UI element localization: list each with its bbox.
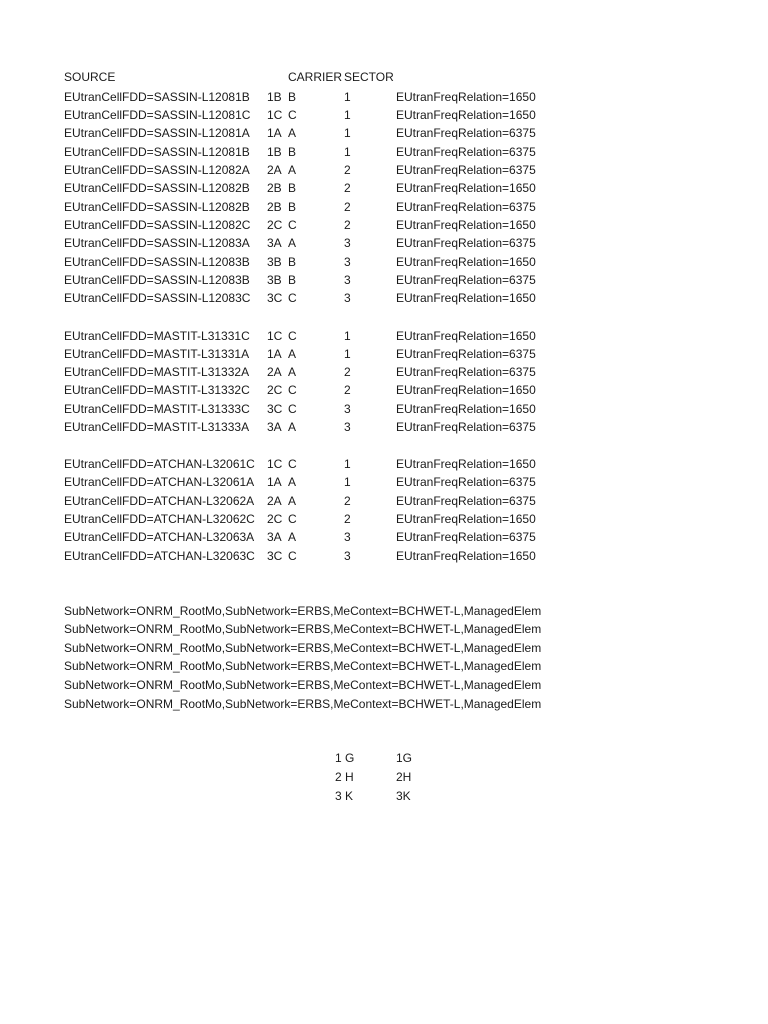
carrier-cell: C [288, 108, 297, 122]
relation-cell: EUtranFreqRelation=1650 [396, 255, 536, 269]
mapping-left: 3 K [335, 789, 354, 803]
source-cell: EUtranCellFDD=SASSIN-L12082C [64, 218, 251, 232]
sector-cell: 3 [344, 236, 351, 250]
source-cell: EUtranCellFDD=SASSIN-L12083B [64, 273, 250, 287]
relation-cell: EUtranFreqRelation=1650 [396, 457, 536, 471]
relation-cell: EUtranFreqRelation=1650 [396, 512, 536, 526]
relation-cell: EUtranFreqRelation=6375 [396, 126, 536, 140]
carrier-cell: C [288, 402, 297, 416]
source-cell: EUtranCellFDD=MASTIT-L31333C [64, 402, 250, 416]
code-cell: 2A [267, 365, 282, 379]
source-cell: EUtranCellFDD=ATCHAN-L32062C [64, 512, 255, 526]
code-cell: 1B [267, 90, 282, 104]
code-cell: 3B [267, 273, 282, 287]
subnetwork-text: SubNetwork=ONRM_RootMo,SubNetwork=ERBS,MeContext=BCHWET-L,ManagedElem [64, 622, 542, 636]
sector-cell: 2 [344, 494, 351, 508]
sector-cell: 3 [344, 420, 351, 434]
sector-cell: 3 [344, 255, 351, 269]
relation-cell: EUtranFreqRelation=6375 [396, 145, 536, 159]
table-row [0, 528, 768, 546]
table-row [0, 547, 768, 565]
relation-cell: EUtranFreqRelation=6375 [396, 530, 536, 544]
sector-cell: 1 [344, 475, 351, 489]
sector-cell: 3 [344, 291, 351, 305]
relation-cell: EUtranFreqRelation=1650 [396, 181, 536, 195]
table-row [0, 455, 768, 473]
carrier-cell: B [288, 181, 297, 195]
code-cell: 3C [267, 402, 283, 416]
sector-cell: 1 [344, 457, 351, 471]
code-cell: 2A [267, 163, 282, 177]
carrier-cell: C [288, 383, 297, 397]
subnetwork-line [0, 620, 768, 638]
table-row [0, 492, 768, 510]
relation-cell: EUtranFreqRelation=1650 [396, 108, 536, 122]
table-row [0, 327, 768, 345]
carrier-cell: A [288, 347, 297, 361]
carrier-cell: C [288, 549, 297, 563]
source-cell: EUtranCellFDD=SASSIN-L12083B [64, 255, 250, 269]
carrier-cell: C [288, 457, 297, 471]
table-row [0, 234, 768, 252]
table-row [0, 400, 768, 418]
subnetwork-text: SubNetwork=ONRM_RootMo,SubNetwork=ERBS,MeContext=BCHWET-L,ManagedElem [64, 641, 542, 655]
relation-cell: EUtranFreqRelation=1650 [396, 383, 536, 397]
carrier-cell: B [288, 273, 297, 287]
source-cell: EUtranCellFDD=MASTIT-L31332A [64, 365, 250, 379]
table-row [0, 88, 768, 106]
source-cell: EUtranCellFDD=SASSIN-L12082A [64, 163, 250, 177]
carrier-cell: A [288, 475, 297, 489]
table-row [0, 124, 768, 142]
relation-cell: EUtranFreqRelation=6375 [396, 475, 536, 489]
sector-cell: 2 [344, 218, 351, 232]
code-cell: 2A [267, 494, 282, 508]
subnetwork-line [0, 602, 768, 620]
code-cell: 3C [267, 549, 283, 563]
carrier-cell: B [288, 145, 297, 159]
carrier-cell: B [288, 200, 297, 214]
carrier-cell: A [288, 420, 297, 434]
relation-cell: EUtranFreqRelation=1650 [396, 402, 536, 416]
table-row [0, 161, 768, 179]
code-cell: 1C [267, 108, 283, 122]
table-row [0, 345, 768, 363]
relation-cell: EUtranFreqRelation=6375 [396, 365, 536, 379]
code-cell: 1A [267, 475, 282, 489]
subnetwork-line [0, 695, 768, 713]
sector-cell: 3 [344, 549, 351, 563]
code-cell: 2B [267, 181, 282, 195]
subnetwork-text: SubNetwork=ONRM_RootMo,SubNetwork=ERBS,MeContext=BCHWET-L,ManagedElem [64, 678, 542, 692]
code-cell: 2C [267, 383, 283, 397]
table-row [0, 143, 768, 161]
source-cell: EUtranCellFDD=SASSIN-L12081C [64, 108, 251, 122]
carrier-cell: C [288, 218, 297, 232]
table-row [0, 198, 768, 216]
sector-cell: 3 [344, 273, 351, 287]
table-row [0, 418, 768, 436]
code-cell: 1C [267, 457, 283, 471]
carrier-cell: B [288, 90, 297, 104]
source-cell: EUtranCellFDD=SASSIN-L12083C [64, 291, 251, 305]
carrier-cell: A [288, 236, 297, 250]
code-cell: 3B [267, 255, 282, 269]
source-cell: EUtranCellFDD=MASTIT-L31331A [64, 347, 250, 361]
code-cell: 2C [267, 218, 283, 232]
sector-cell: 3 [344, 402, 351, 416]
mapping-left: 1 G [335, 751, 355, 765]
mapping-right: 3K [396, 789, 411, 803]
relation-cell: EUtranFreqRelation=6375 [396, 494, 536, 508]
table-row [0, 216, 768, 234]
source-cell: EUtranCellFDD=SASSIN-L12081A [64, 126, 250, 140]
code-cell: 3A [267, 420, 282, 434]
code-cell: 1B [267, 145, 282, 159]
table-row [0, 271, 768, 289]
mapping-row [0, 749, 768, 767]
source-cell: EUtranCellFDD=SASSIN-L12082B [64, 181, 250, 195]
relation-cell: EUtranFreqRelation=1650 [396, 90, 536, 104]
relation-cell: EUtranFreqRelation=1650 [396, 291, 536, 305]
sector-cell: 2 [344, 383, 351, 397]
code-cell: 3A [267, 236, 282, 250]
sector-cell: 2 [344, 365, 351, 379]
table-row [0, 510, 768, 528]
code-cell: 1A [267, 126, 282, 140]
relation-cell: EUtranFreqRelation=6375 [396, 347, 536, 361]
subnetwork-text: SubNetwork=ONRM_RootMo,SubNetwork=ERBS,MeContext=BCHWET-L,ManagedElem [64, 604, 542, 618]
table-row [0, 473, 768, 491]
mapping-left: 2 H [335, 770, 354, 784]
code-cell: 1C [267, 329, 283, 343]
sector-cell: 2 [344, 181, 351, 195]
code-cell: 3C [267, 291, 283, 305]
carrier-cell: A [288, 126, 297, 140]
subnetwork-line [0, 676, 768, 694]
carrier-cell: A [288, 163, 297, 177]
mapping-right: 2H [396, 770, 412, 784]
relation-cell: EUtranFreqRelation=6375 [396, 200, 536, 214]
relation-cell: EUtranFreqRelation=6375 [396, 420, 536, 434]
sector-cell: 1 [344, 145, 351, 159]
source-cell: EUtranCellFDD=MASTIT-L31333A [64, 420, 250, 434]
source-cell: EUtranCellFDD=SASSIN-L12081B [64, 90, 250, 104]
mapping-right: 1G [396, 751, 413, 765]
header-source: SOURCE [64, 70, 116, 84]
table-row [0, 289, 768, 307]
source-cell: EUtranCellFDD=SASSIN-L12082B [64, 200, 250, 214]
carrier-cell: A [288, 530, 297, 544]
header-row [0, 68, 768, 86]
source-cell: EUtranCellFDD=SASSIN-L12081B [64, 145, 250, 159]
header-sector: SECTOR [344, 70, 394, 84]
table-row [0, 253, 768, 271]
relation-cell: EUtranFreqRelation=6375 [396, 163, 536, 177]
code-cell: 3A [267, 530, 282, 544]
sector-cell: 1 [344, 90, 351, 104]
sector-cell: 1 [344, 108, 351, 122]
sector-cell: 3 [344, 530, 351, 544]
sector-cell: 1 [344, 126, 351, 140]
carrier-cell: C [288, 291, 297, 305]
source-cell: EUtranCellFDD=ATCHAN-L32063C [64, 549, 255, 563]
source-cell: EUtranCellFDD=ATCHAN-L32061C [64, 457, 255, 471]
carrier-cell: C [288, 512, 297, 526]
source-cell: EUtranCellFDD=ATCHAN-L32062A [64, 494, 255, 508]
relation-cell: EUtranFreqRelation=1650 [396, 549, 536, 563]
code-cell: 2C [267, 512, 283, 526]
carrier-cell: B [288, 255, 297, 269]
table-row [0, 179, 768, 197]
relation-cell: EUtranFreqRelation=1650 [396, 218, 536, 232]
source-cell: EUtranCellFDD=SASSIN-L12083A [64, 236, 250, 250]
sector-cell: 2 [344, 512, 351, 526]
subnetwork-line [0, 639, 768, 657]
table-row [0, 381, 768, 399]
sector-cell: 1 [344, 329, 351, 343]
mapping-row [0, 787, 768, 805]
sector-cell: 2 [344, 163, 351, 177]
source-cell: EUtranCellFDD=MASTIT-L31331C [64, 329, 250, 343]
relation-cell: EUtranFreqRelation=6375 [396, 236, 536, 250]
subnetwork-text: SubNetwork=ONRM_RootMo,SubNetwork=ERBS,MeContext=BCHWET-L,ManagedElem [64, 697, 542, 711]
table-row [0, 106, 768, 124]
code-cell: 1A [267, 347, 282, 361]
relation-cell: EUtranFreqRelation=1650 [396, 329, 536, 343]
source-cell: EUtranCellFDD=ATCHAN-L32061A [64, 475, 255, 489]
subnetwork-text: SubNetwork=ONRM_RootMo,SubNetwork=ERBS,MeContext=BCHWET-L,ManagedElem [64, 659, 542, 673]
sector-cell: 1 [344, 347, 351, 361]
header-carrier: CARRIER [288, 70, 343, 84]
table-row [0, 363, 768, 381]
source-cell: EUtranCellFDD=ATCHAN-L32063A [64, 530, 255, 544]
subnetwork-line [0, 657, 768, 675]
carrier-cell: A [288, 365, 297, 379]
carrier-cell: C [288, 329, 297, 343]
sector-cell: 2 [344, 200, 351, 214]
relation-cell: EUtranFreqRelation=6375 [396, 273, 536, 287]
code-cell: 2B [267, 200, 282, 214]
mapping-row [0, 768, 768, 786]
source-cell: EUtranCellFDD=MASTIT-L31332C [64, 383, 250, 397]
carrier-cell: A [288, 494, 297, 508]
